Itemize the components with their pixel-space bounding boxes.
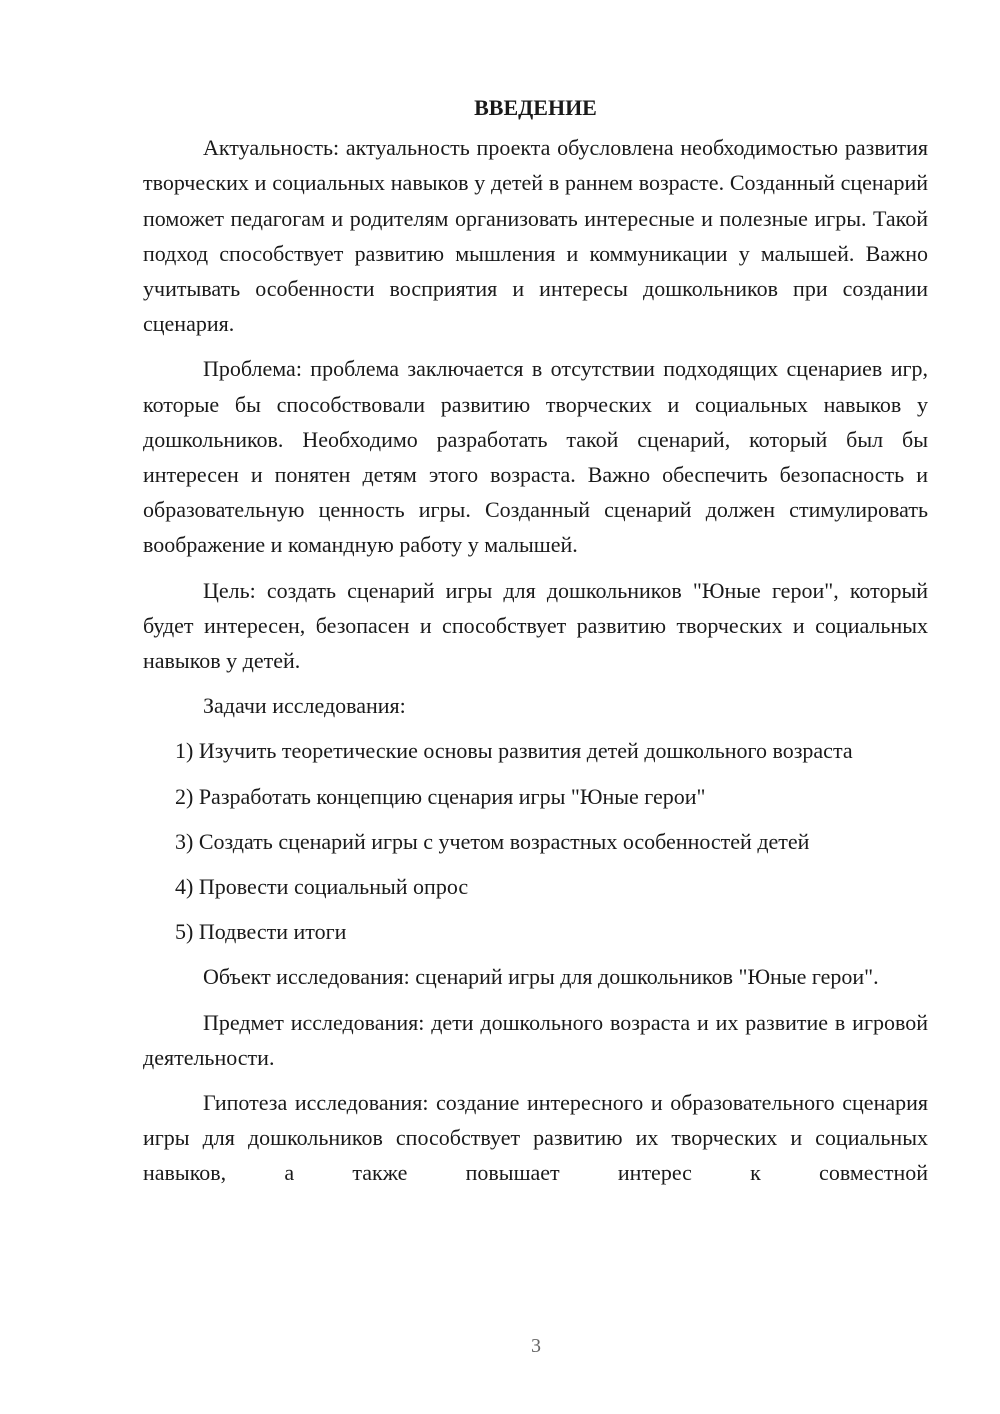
task-item-4: 4) Провести социальный опрос (175, 874, 469, 900)
document-page (143, 90, 928, 1191)
paragraph-goal: Цель: создать сценарий игры для дошкольников "Юные герои", который будет интересен, безопасен и способствует развитию творческих и социальных навыков у детей. (143, 577, 928, 674)
task-item-1: 1) Изучить теоретические основы развития детей дошкольного возраста (175, 738, 853, 764)
task-item-5: 5) Подвести итоги (175, 919, 347, 945)
task-item-2: 2) Разработать концепцию сценария игры "Юные герои" (175, 783, 706, 809)
paragraph-object: Объект исследования: сценарий игры для дошкольников "Юные герои". (203, 964, 879, 990)
paragraph-problem: Проблема: проблема заключается в отсутствии подходящих сценариев игр, которые бы способствовали развитию творческих и социальных навыков у дошкольников. Необходимо разработать такой сценарий, который был бы интересен и понятен детям этого возраста. Важно обеспечить безопасность и образовательную ценность игры. Созданный сценарий должен стимулировать воображение и командную работу у малышей. (143, 356, 928, 558)
paragraph-subject: Предмет исследования: дети дошкольного возраста и их развитие в игровой деятельности. (143, 1009, 928, 1070)
task-item-3: 3) Создать сценарий игры с учетом возрастных особенностей детей (175, 828, 810, 854)
tasks-heading: Задачи исследования: (203, 693, 406, 719)
section-title: ВВЕДЕНИЕ (474, 95, 597, 120)
paragraph-hypothesis: Гипотеза исследования: создание интересного и образовательного сценария игры для дошкольников способствует развитию их творческих и социальных навыков, а также повышает интерес к совместной (143, 1090, 928, 1186)
paragraph-relevance: Актуальность: актуальность проекта обусловлена необходимостью развития творческих и социальных навыков у детей в раннем возрасте. Созданный сценарий поможет педагогам и родителям организовать интересные и полезные игры. Такой подход способствует развитию мышления и коммуникации у малышей. Важно учитывать особенности восприятия и интересы дошкольников при создании сценария. (143, 135, 928, 337)
page-number: 3 (531, 1335, 541, 1357)
